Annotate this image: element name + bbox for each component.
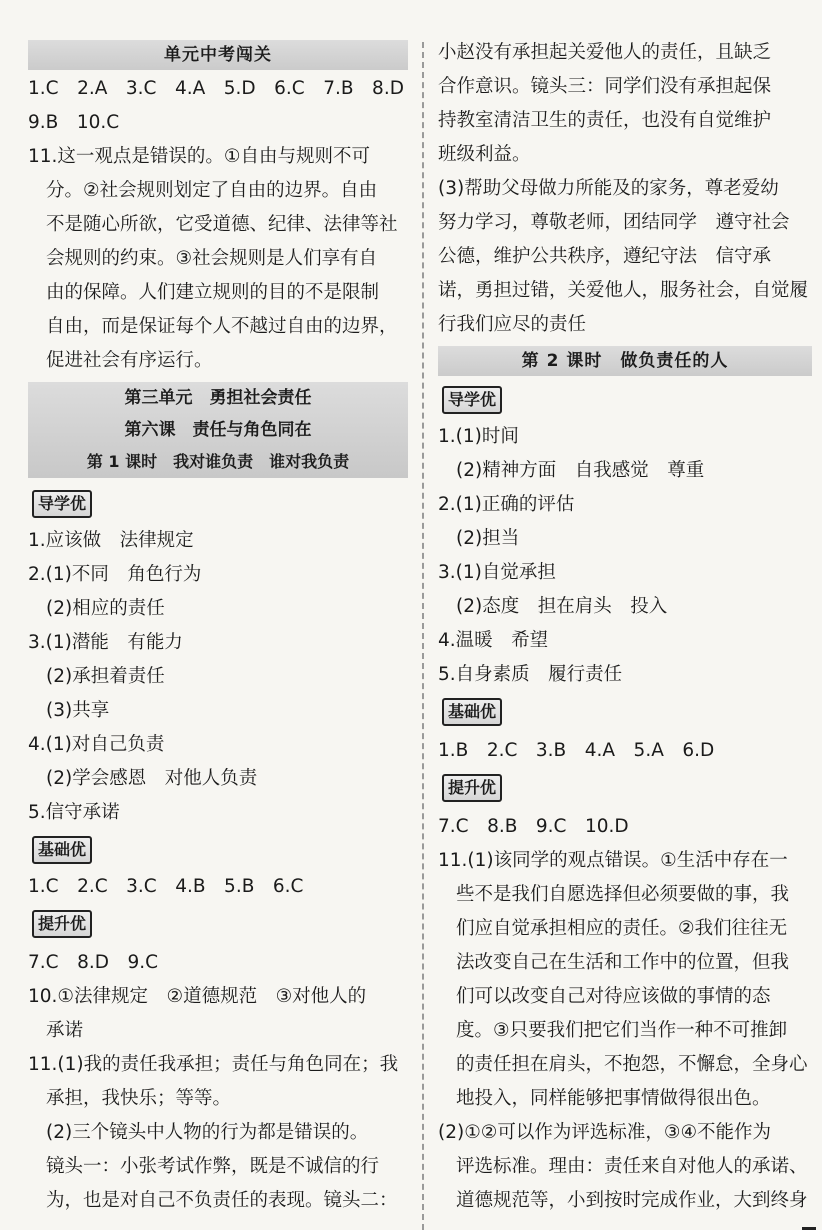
answer-line: 法改变自己在生活和工作中的位置，但我 <box>456 952 790 973</box>
answer-line: 诺，勇担过错，关爱他人，服务社会，自觉履 <box>438 280 809 301</box>
answer-line: (2)相应的责任 <box>46 598 165 619</box>
answer-line: 镜头一：小张考试作弊，既是不诚信的行 <box>46 1156 380 1177</box>
answer-line: 促进社会有序运行。 <box>46 350 213 371</box>
answer-line: 们可以改变自己对待应该做的事情的态 <box>456 986 771 1007</box>
answer-line: (2)承担着责任 <box>46 666 165 687</box>
answer-line: 11.(1)我的责任我承担；责任与角色同在；我 <box>28 1054 399 1075</box>
answer-line: 3.(1)自觉承担 <box>438 562 556 583</box>
answer-line: 公德，维护公共秩序，遵纪守法 信守承 <box>438 246 772 267</box>
answer-line: 11.这一观点是错误的。①自由与规则不可 <box>28 146 371 167</box>
answer-line: 3.(1)潜能 有能力 <box>28 632 183 653</box>
answer-line: (2)三个镜头中人物的行为都是错误的。 <box>46 1122 369 1143</box>
answer-line: 持教室清洁卫生的责任，也没有自觉维护 <box>438 110 772 131</box>
answer-line: (2)担当 <box>456 528 520 549</box>
answer-line: 道德规范等，小到按时完成作业，大到终身 <box>456 1190 808 1211</box>
column-divider <box>422 42 424 1230</box>
answer-line: 7.C 8.D 9.C <box>28 952 159 973</box>
answer-line: (2)①②可以作为评选标准，③④不能作为 <box>438 1122 772 1143</box>
answer-line: 的责任担在肩头，不抱怨，不懈怠，全身心 <box>456 1054 808 1075</box>
lesson-title: 第六课 责任与角色同在 <box>124 420 312 440</box>
left-column <box>28 0 408 1230</box>
answer-line: 9.B 10.C <box>28 112 120 133</box>
answer-line: 会规则的约束。③社会规则是人们享有自 <box>46 248 378 269</box>
answer-line: 度。③只要我们把它们当作一种不可推卸 <box>456 1020 788 1041</box>
answer-line: 2.(1)正确的评估 <box>438 494 575 515</box>
answer-line: 1.(1)时间 <box>438 426 519 447</box>
section-tag-advance: 提升优 <box>32 910 92 938</box>
right-column <box>438 0 812 1230</box>
answer-line: 11.(1)该同学的观点错误。①生活中存在一 <box>438 850 788 871</box>
section-tag-guide: 导学优 <box>442 386 502 414</box>
answer-line: 1.应该做 法律规定 <box>28 530 194 551</box>
section-tag-advance: 提升优 <box>442 774 502 802</box>
answer-line: 地投入，同样能够把事情做得很出色。 <box>456 1088 771 1109</box>
answer-line: 评选标准。理由：责任来自对他人的承诺、 <box>456 1156 808 1177</box>
answer-line: 5.自身素质 履行责任 <box>438 664 623 685</box>
answer-line: 自由，而是保证每个人不越过自由的边界， <box>46 316 398 337</box>
answer-line: 分。②社会规则划定了自由的边界。自由 <box>46 180 378 201</box>
period-title: 第 1 课时 我对谁负责 谁对我负责 <box>86 452 350 471</box>
answer-line: 4.(1)对自己负责 <box>28 734 165 755</box>
answer-line: 努力学习，尊敬老师，团结同学 遵守社会 <box>438 212 790 233</box>
answer-line: 2.(1)不同 角色行为 <box>28 564 202 585</box>
answer-line: 为，也是对自己不负责任的表现。镜头二： <box>46 1190 398 1211</box>
answer-line: 1.C 2.A 3.C 4.A 5.D 6.C 7.B 8.D <box>28 78 404 99</box>
answer-line: 些不是我们自愿选择但必须要做的事，我 <box>456 884 790 905</box>
section-tag-guide: 导学优 <box>32 490 92 518</box>
period-title: 第 2 课时 做负责任的人 <box>438 346 812 376</box>
answer-line: (2)精神方面 自我感觉 尊重 <box>456 460 705 481</box>
unit-title: 第三单元 勇担社会责任 <box>124 388 312 408</box>
answer-line: 小赵没有承担起关爱他人的责任，且缺乏 <box>438 42 772 63</box>
unit-review-heading: 单元中考闯关 <box>28 40 408 70</box>
section-tag-basic: 基础优 <box>442 698 502 726</box>
answer-line: 1.B 2.C 3.B 4.A 5.A 6.D <box>438 740 715 761</box>
answer-line: 班级利益。 <box>438 144 531 165</box>
answer-line: 不是随心所欲，它受道德、纪律、法律等社 <box>46 214 398 235</box>
section-tag-basic: 基础优 <box>32 836 92 864</box>
answer-line: 由的保障。人们建立规则的目的不是限制 <box>46 282 380 303</box>
answer-line: 1.C 2.C 3.C 4.B 5.B 6.C <box>28 876 304 897</box>
answer-line: 行我们应尽的责任 <box>438 314 587 335</box>
answer-line: (2)态度 担在肩头 投入 <box>456 596 668 617</box>
unit-heading-block <box>28 382 408 478</box>
answer-line: 承诺 <box>46 1020 84 1041</box>
answer-line: (3)帮助父母做力所能及的家务，尊老爱幼 <box>438 178 779 199</box>
answer-line: 10.①法律规定 ②道德规范 ③对他人的 <box>28 986 367 1007</box>
answer-line: 合作意识。镜头三：同学们没有承担起保 <box>438 76 772 97</box>
answer-line: 们应自觉承担相应的责任。②我们往往无 <box>456 918 788 939</box>
answer-line: 承担，我快乐；等等。 <box>46 1088 232 1109</box>
answer-line: (2)学会感恩 对他人负责 <box>46 768 258 789</box>
answer-line: 5.信守承诺 <box>28 802 120 823</box>
answer-line: 7.C 8.B 9.C 10.D <box>438 816 629 837</box>
answer-line: 4.温暖 希望 <box>438 630 549 651</box>
answer-line: (3)共享 <box>46 700 110 721</box>
